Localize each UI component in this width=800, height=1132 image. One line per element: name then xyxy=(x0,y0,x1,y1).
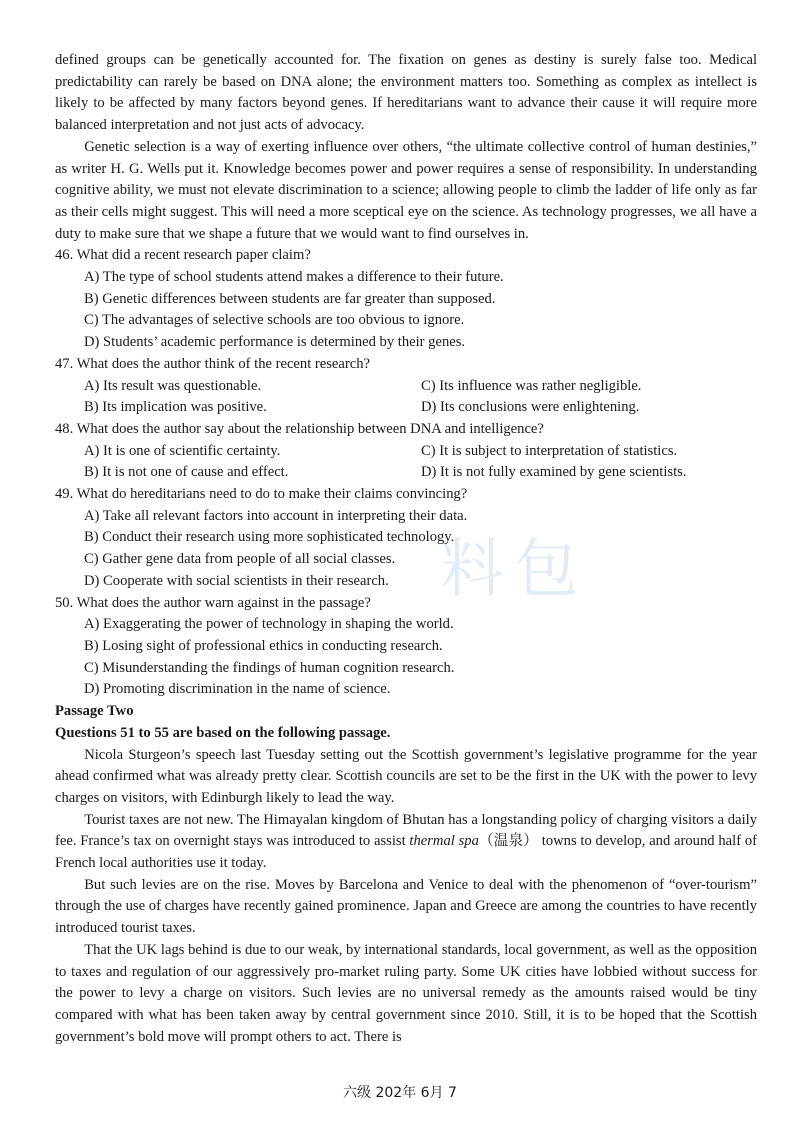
text-run: Tourist taxes are not new. The Himayalan kingdom of Bhutan has a longstanding policy of charging visitors a daily fee. France’s tax on overnight stays was introduced to assist xyxy=(55,811,757,850)
passage-paragraph xyxy=(55,810,757,875)
option-d: D) Its conclusions were enlightening. xyxy=(421,399,640,416)
option-d: D) Students’ academic performance is determined by their genes. xyxy=(84,334,466,351)
option-c: C) Its influence was rather negligible. xyxy=(421,377,642,394)
question-stem: 47. What does the author think of the recent research? xyxy=(55,355,370,372)
passage-paragraph: defined groups can be genetically accounted for. The fixation on genes as destiny is surely false too. Medical predictability can rarely be based on DNA alone; the environment matters too. Something as complex as intellect is likely to be affected by many factors beyond genes. If hereditarians want to advance their cause it will require more balanced interpretation and not just acts of advocacy. xyxy=(55,52,757,134)
question-stem: 49. What do hereditarians need to do to make their claims convincing? xyxy=(55,486,468,503)
passage-paragraph: Genetic selection is a way of exerting influence over others, “the ultimate collective control of human destinies,” as writer H. G. Wells put it. Knowledge becomes power and power requires a sense of responsibility. In understanding cognitive ability, we must not elevate discrimination to a science; allowing people to climb the ladder of life only as far as their cells might suggest. This will need a more sceptical eye on the science. As technology progresses, we all have a duty to make sure that we shape a future that we would want to find ourselves in. xyxy=(55,138,757,242)
option-a: A) Exaggerating the power of technology in shaping the world. xyxy=(84,616,454,633)
option-d: D) It is not fully examined by gene scientists. xyxy=(421,464,687,481)
question-47 xyxy=(55,354,757,419)
option-c: C) Misunderstanding the findings of human cognition research. xyxy=(84,659,455,676)
option-a: A) It is one of scientific certainty. xyxy=(84,442,281,459)
option-a: A) Take all relevant factors into account in interpreting their data. xyxy=(84,507,468,524)
option-d: D) Cooperate with social scientists in their research. xyxy=(84,572,389,589)
text-run: （温泉） towns to develop, and around half of French local authorities use it today. xyxy=(55,833,757,872)
option-a: A) Its result was questionable. xyxy=(84,377,262,394)
watermark: 料包 xyxy=(440,533,588,607)
option-d: D) Promoting discrimination in the name of science. xyxy=(84,681,391,698)
option-c: C) The advantages of selective schools are too obvious to ignore. xyxy=(84,312,465,329)
passage-paragraph: Nicola Sturgeon’s speech last Tuesday setting out the Scottish government’s legislative programme for the year ahead confirmed what was already pretty clear. Scottish councils are set to be the first in the UK with the power to levy charges on visitors, with Edinburgh likely to lead the way. xyxy=(55,746,757,806)
option-b: B) Its implication was positive. xyxy=(84,399,267,416)
option-b: B) Conduct their research using more sophisticated technology. xyxy=(84,529,455,546)
option-b: B) Losing sight of professional ethics in conducting research. xyxy=(84,637,443,654)
option-b: B) It is not one of cause and effect. xyxy=(84,464,289,481)
page-content xyxy=(55,50,757,1048)
question-stem: 46. What did a recent research paper claim? xyxy=(55,247,311,264)
option-b: B) Genetic differences between students are far greater than supposed. xyxy=(84,290,496,307)
option-c: C) Gather gene data from people of all social classes. xyxy=(84,551,396,568)
option-a: A) The type of school students attend makes a difference to their future. xyxy=(84,269,504,286)
passage-paragraph: But such levies are on the rise. Moves by Barcelona and Venice to deal with the phenomenon of “over-tourism” through the use of charges have recently gained prominence. Japan and Greece are among the countries to have recently introduced tourist taxes. xyxy=(55,876,757,937)
passage-paragraph: That the UK lags behind is due to our weak, by international standards, local government, as well as the opposition to taxes and regulation of our aggressively pro-market ruling party. Some UK cities have lobbied without success for the power to levy a charge on visitors. Such levies are no universal remedy as the amounts raised would be tiny compared with what has been taken away by central government since 2010. Still, it is to be hoped that the Scottish government’s bold move will prompt others to act. There is xyxy=(55,941,757,1045)
question-46 xyxy=(55,245,757,354)
question-50 xyxy=(55,593,757,702)
option-c: C) It is subject to interpretation of statistics. xyxy=(421,442,678,459)
question-stem: 48. What does the author say about the relationship between DNA and intelligence? xyxy=(55,420,544,437)
question-48 xyxy=(55,419,757,484)
passage-instruction: Questions 51 to 55 are based on the following passage. xyxy=(55,724,391,741)
question-stem: 50. What does the author warn against in the passage? xyxy=(55,594,371,611)
passage-title: Passage Two xyxy=(55,703,134,720)
page-footer: 六级 202年 6月 7 xyxy=(343,1085,457,1101)
emphasis-term: thermal spa xyxy=(409,833,479,850)
